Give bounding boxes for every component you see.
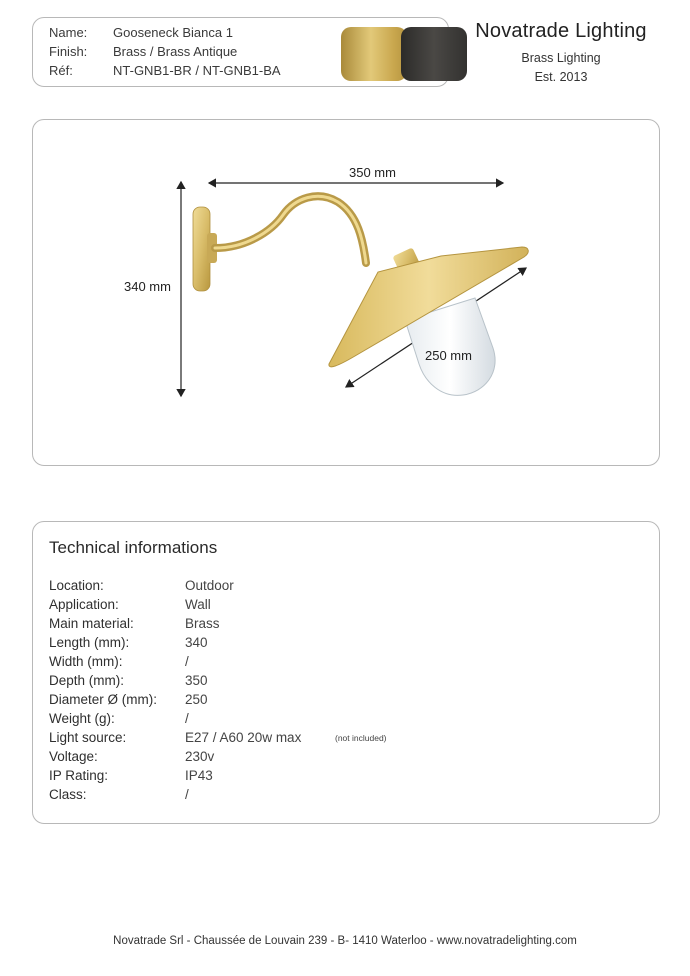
spec-label: Location: (49, 578, 104, 593)
spec-value: / (185, 711, 189, 726)
spec-note: (not included) (335, 733, 387, 743)
product-name-value: Gooseneck Bianca 1 (113, 25, 233, 40)
diameter-dimension-label: 250 mm (425, 348, 472, 363)
product-info-box (32, 17, 449, 87)
gooseneck-arm-highlight (215, 196, 366, 263)
width-dimension-label: 350 mm (349, 165, 396, 180)
brand-name: Novatrade Lighting (475, 20, 647, 42)
technical-info-title: Technical informations (49, 538, 218, 557)
brand-subtitle: Brass Lighting (521, 51, 601, 65)
spec-value: Outdoor (185, 578, 234, 593)
spec-value: / (185, 787, 189, 802)
spec-value: Wall (185, 597, 211, 612)
spec-value: IP43 (185, 768, 213, 783)
spec-label: Voltage: (49, 749, 98, 764)
brand-block (460, 20, 662, 84)
product-finish-value: Brass / Brass Antique (113, 44, 238, 59)
spec-label: Width (mm): (49, 654, 123, 669)
spec-value: E27 / A60 20w max (185, 730, 302, 745)
lamp-drawing (33, 120, 661, 467)
product-finish-label: Finish: (49, 44, 88, 59)
spec-value: 230v (185, 749, 215, 764)
spec-value: 250 (185, 692, 208, 707)
spec-label: Diameter Ø (mm): (49, 692, 157, 707)
spec-label: Depth (mm): (49, 673, 125, 688)
spec-label: Main material: (49, 616, 134, 631)
product-ref-label: Réf: (49, 63, 73, 78)
brand-established: Est. 2013 (534, 70, 588, 84)
spec-value: / (185, 654, 189, 669)
footer-address: Novatrade Srl - Chaussée de Louvain 239 - B- 1410 Waterloo - www.novatradelighting.com (113, 935, 577, 947)
brass-antique-swatch (401, 27, 467, 81)
spec-value: Brass (185, 616, 220, 631)
technical-info-box (32, 521, 660, 824)
product-name-label: Name: (49, 25, 88, 40)
brass-swatch (341, 27, 407, 81)
spec-label: IP Rating: (49, 768, 109, 783)
product-drawing-box (32, 119, 660, 466)
product-ref-value: NT-GNB1-BR / NT-GNB1-BA (113, 63, 281, 78)
spec-value: 350 (185, 673, 208, 688)
spec-label: Weight (g): (49, 711, 115, 726)
spec-label: Light source: (49, 730, 127, 745)
spec-label: Class: (49, 787, 87, 802)
spec-value: 340 (185, 635, 208, 650)
spec-label: Application: (49, 597, 119, 612)
height-dimension-label: 340 mm (124, 279, 171, 294)
spec-label: Length (mm): (49, 635, 130, 650)
